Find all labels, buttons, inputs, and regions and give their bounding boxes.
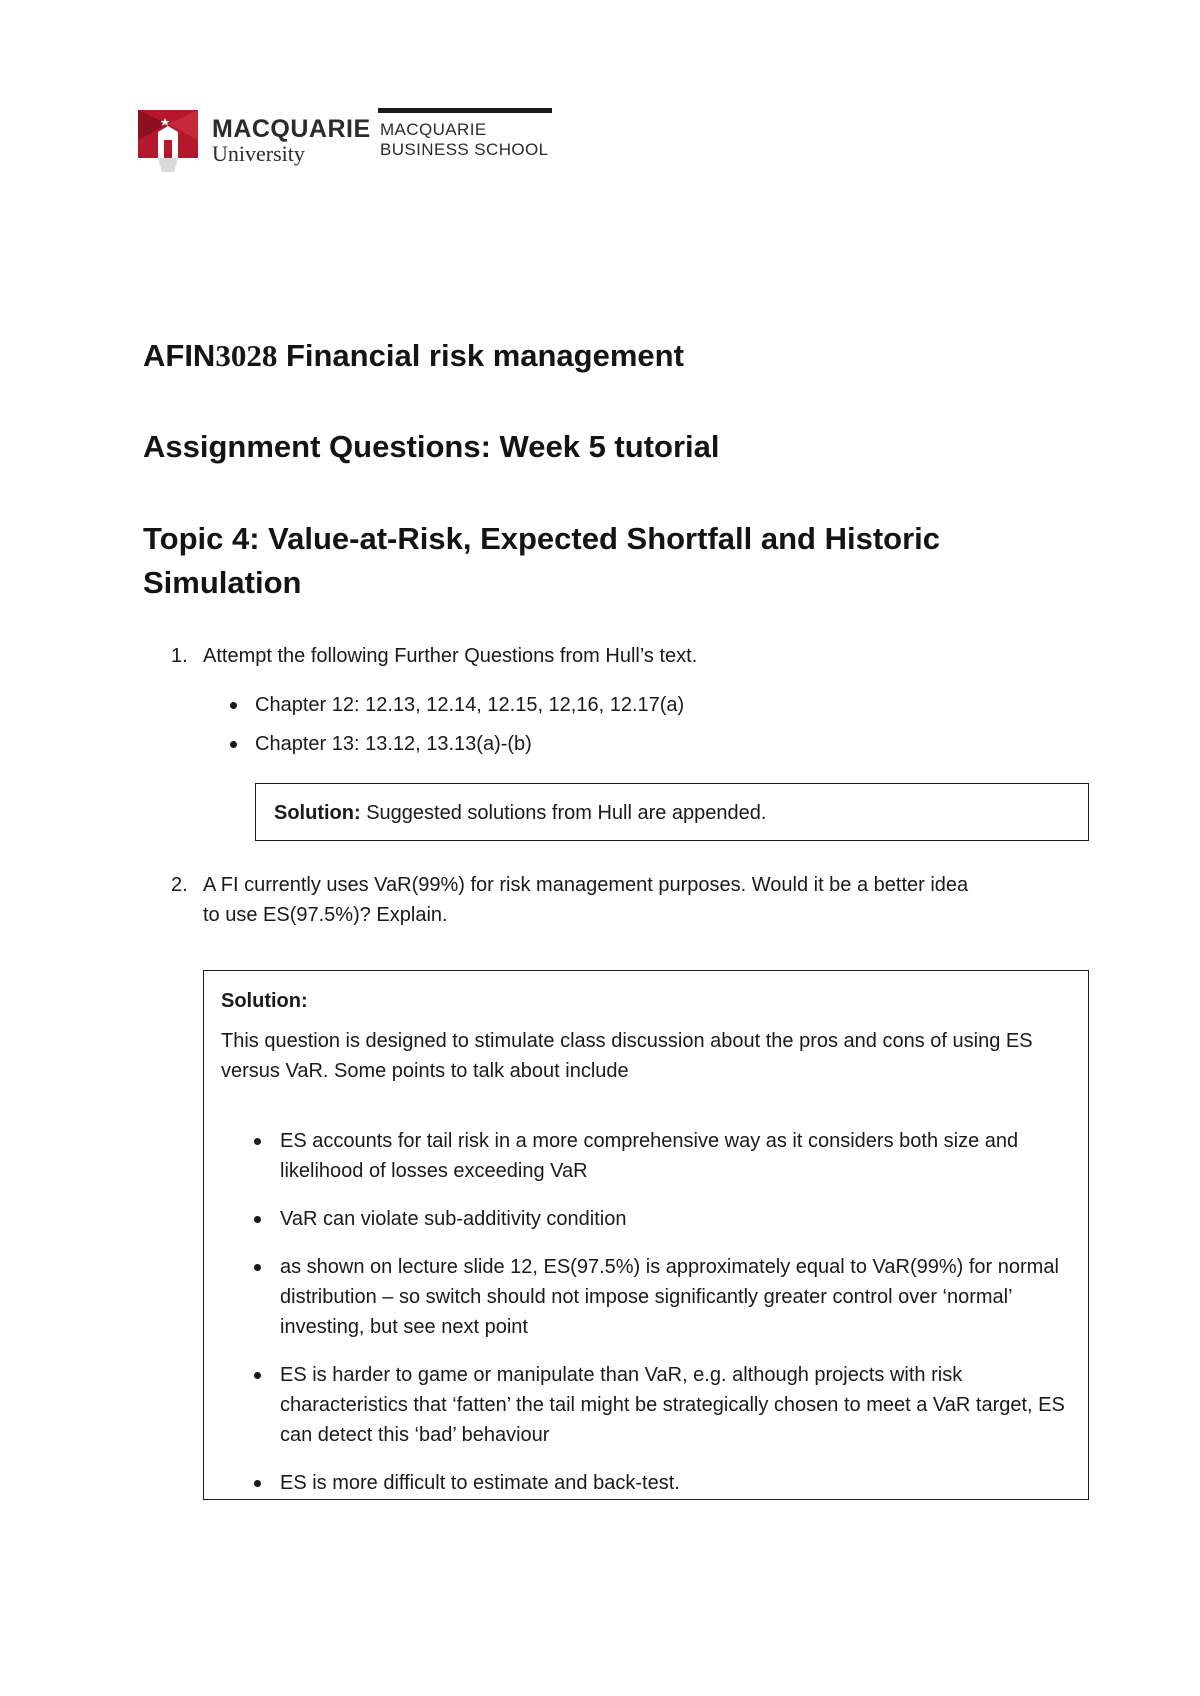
solution-box-1 (255, 783, 1089, 841)
question-2-text-line2: to use ES(97.5%)? Explain. (203, 904, 448, 926)
solution-intro: This question is designed to stimulate class discussion about the pros and cons of using ES versus VaR. Some points to talk about include (221, 1030, 1033, 1082)
school-name-line1: MACQUARIE (380, 120, 487, 139)
list-item: ES is harder to game or manipulate than VaR, e.g. although projects with risk characteristics that ‘fatten’ the tail might be strategically chosen to meet a VaR target, ES can detect this ‘bad’ behaviour (254, 1360, 1074, 1450)
course-title (143, 334, 684, 378)
solution-box-2 (203, 970, 1089, 1500)
list-item: VaR can violate sub-additivity condition (254, 1204, 1074, 1234)
school-name-line2: BUSINESS SCHOOL (380, 140, 549, 159)
course-name: Financial risk management (277, 338, 684, 373)
topic-title: Topic 4: Value-at-Risk, Expected Shortfall and Historic Simulation (143, 521, 940, 600)
list-item: ES accounts for tail risk in a more comprehensive way as it considers both size and likelihood of losses exceeding VaR (254, 1126, 1074, 1186)
solution-points (254, 1126, 1074, 1516)
question-2-text-line1: A FI currently uses VaR(99%) for risk management purposes. Would it be a better idea (203, 874, 969, 896)
solution-label: Solution: (274, 802, 361, 824)
question-2 (171, 870, 1091, 930)
list-item: ES is more difficult to estimate and back-test. (254, 1468, 1074, 1498)
solution-label: Solution: (221, 990, 308, 1012)
question-number: 2. (171, 874, 188, 896)
question-1 (171, 641, 1111, 671)
course-number: 3028 (215, 338, 278, 373)
school-logo-rule (378, 108, 552, 113)
macquarie-logo-emblem (138, 110, 198, 172)
question-number: 1. (171, 645, 188, 667)
list-item: Chapter 13: 13.12, 13.13(a)-(b) (230, 729, 1090, 768)
assignment-title: Assignment Questions: Week 5 tutorial (143, 429, 720, 464)
logo-wordmark: MACQUARIE (212, 115, 371, 143)
solution-text: Suggested solutions from Hull are appended. (360, 802, 767, 824)
question-1-list (230, 690, 1090, 768)
question-1-text: Attempt the following Further Questions from Hull’s text. (203, 645, 698, 667)
logo-university: University (212, 141, 305, 166)
list-item: as shown on lecture slide 12, ES(97.5%) is approximately equal to VaR(99%) for normal distribution – so switch should not impose significantly greater control over ‘normal’ investing, but see next point (254, 1252, 1074, 1342)
list-item: Chapter 12: 12.13, 12.14, 12.15, 12,16, 12.17(a) (230, 690, 1090, 729)
course-prefix: AFIN (143, 338, 216, 373)
